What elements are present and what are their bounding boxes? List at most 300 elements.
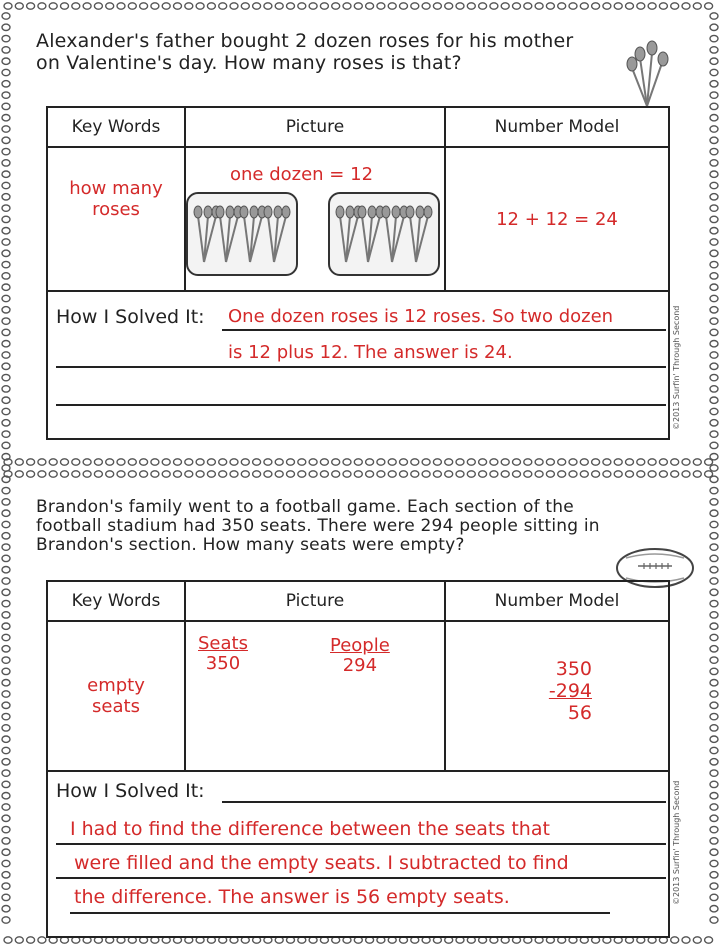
border-dot [117, 471, 125, 477]
border-dot [15, 471, 23, 477]
border-dot [140, 471, 148, 477]
border-dot [106, 3, 114, 9]
p2-number-model [530, 658, 592, 724]
p2-answer-line2: were filled and the empty seats. I subtracted to find [74, 852, 569, 874]
border-dot [241, 3, 249, 9]
border-dot [61, 3, 69, 9]
border-dot [710, 623, 718, 629]
border-dot [710, 341, 718, 347]
border-dot [659, 3, 667, 9]
border-dot [49, 3, 57, 9]
border-dot [2, 374, 10, 380]
border-dot [230, 3, 238, 9]
rose-icon [264, 206, 290, 262]
border-dot [2, 295, 10, 301]
border-dot [710, 352, 718, 358]
border-dot [422, 3, 430, 9]
border-dot [710, 521, 718, 527]
border-dot [524, 471, 532, 477]
border-dot [710, 736, 718, 742]
border-dot [400, 471, 408, 477]
border-dot [140, 3, 148, 9]
border-dot [15, 937, 23, 943]
border-dot [309, 459, 317, 465]
border-dot [710, 702, 718, 708]
border-dot [535, 3, 543, 9]
border-dot [185, 3, 193, 9]
p1-write-line-2 [56, 366, 666, 368]
border-dot [230, 471, 238, 477]
problem2-line2: football stadium had 350 seats. There were 294 people sitting in [36, 516, 600, 536]
border-dot [2, 883, 10, 889]
border-dot [422, 471, 430, 477]
border-dot [2, 81, 10, 87]
border-dot [207, 3, 215, 9]
border-dot [710, 725, 718, 731]
border-dot [710, 906, 718, 912]
border-dot [174, 3, 182, 9]
border-dot [94, 471, 102, 477]
border-dot [128, 3, 136, 9]
border-dot [2, 657, 10, 663]
border-dot [524, 3, 532, 9]
border-dot [388, 3, 396, 9]
border-dot [2, 826, 10, 832]
border-dot [83, 3, 91, 9]
border-dot [546, 459, 554, 465]
border-dot [648, 459, 656, 465]
border-dot [710, 668, 718, 674]
border-dot [219, 471, 227, 477]
border-dot [2, 228, 10, 234]
border-dot [710, 657, 718, 663]
border-dot [400, 3, 408, 9]
p2-people-group [330, 636, 390, 676]
border-dot [648, 3, 656, 9]
border-dot [682, 459, 690, 465]
border-dot [72, 3, 80, 9]
border-dot [637, 471, 645, 477]
border-dot [603, 3, 611, 9]
border-dot [569, 471, 577, 477]
border-dot [710, 815, 718, 821]
border-dot [343, 459, 351, 465]
border-dot [2, 680, 10, 686]
border-dot [275, 3, 283, 9]
border-dot [196, 471, 204, 477]
border-dot [2, 386, 10, 392]
border-dot [230, 459, 238, 465]
border-dot [332, 3, 340, 9]
border-dot [710, 465, 718, 471]
p2-header-keywords: Key Words [47, 581, 185, 621]
border-dot [710, 487, 718, 493]
border-dot [710, 228, 718, 234]
border-dot [366, 3, 374, 9]
border-dot [38, 3, 46, 9]
border-dot [2, 273, 10, 279]
border-dot [433, 459, 441, 465]
border-dot [2, 352, 10, 358]
border-dot [479, 3, 487, 9]
border-dot [422, 459, 430, 465]
border-dot [4, 937, 12, 943]
border-dot [38, 471, 46, 477]
border-dot [2, 725, 10, 731]
p1-copyright: ©2013 Surfin' Through Second [672, 305, 681, 430]
border-dot [710, 849, 718, 855]
border-dot [2, 442, 10, 448]
p2-copyright: ©2013 Surfin' Through Second [672, 780, 681, 905]
border-dot [366, 471, 374, 477]
border-dot [710, 454, 718, 460]
border-dot [343, 3, 351, 9]
border-dot [710, 295, 718, 301]
border-dot [710, 883, 718, 889]
border-dot [693, 471, 701, 477]
rose-icon [240, 206, 266, 262]
border-dot [626, 3, 634, 9]
border-dot [332, 459, 340, 465]
border-dot [2, 499, 10, 505]
p1-number-model-cell [445, 147, 669, 291]
border-dot [2, 397, 10, 403]
problem1-line1: Alexander's father bought 2 dozen roses for his mother [36, 30, 574, 52]
border-dot [61, 471, 69, 477]
border-dot [354, 3, 362, 9]
border-dot [710, 567, 718, 573]
border-dot [411, 459, 419, 465]
border-dot [546, 3, 554, 9]
border-dot [456, 3, 464, 9]
border-dot [388, 471, 396, 477]
border-dot [479, 459, 487, 465]
border-dot [2, 793, 10, 799]
border-dot [15, 459, 23, 465]
border-dot [710, 374, 718, 380]
border-dot [710, 510, 718, 516]
border-dot [569, 459, 577, 465]
border-dot [558, 3, 566, 9]
border-dot [501, 3, 509, 9]
border-dot [592, 459, 600, 465]
border-dot [2, 239, 10, 245]
border-dot [411, 3, 419, 9]
border-dot [2, 194, 10, 200]
border-dot [710, 793, 718, 799]
border-dot [320, 459, 328, 465]
rose-icon [358, 206, 384, 262]
p1-keywords-cell [47, 147, 185, 291]
border-dot [535, 459, 543, 465]
border-dot [580, 3, 588, 9]
p2-answer-line3: the difference. The answer is 56 empty seats. [74, 886, 510, 908]
border-dot [490, 459, 498, 465]
border-dot [710, 600, 718, 606]
border-dot [445, 471, 453, 477]
border-dot [710, 431, 718, 437]
border-dot [388, 459, 396, 465]
border-dot [2, 770, 10, 776]
border-dot [710, 284, 718, 290]
border-dot [253, 471, 261, 477]
border-dot [2, 69, 10, 75]
border-dot [2, 115, 10, 121]
border-dot [2, 103, 10, 109]
border-dot [710, 194, 718, 200]
border-dot [637, 3, 645, 9]
border-dot [377, 471, 385, 477]
border-dot [445, 3, 453, 9]
border-dot [710, 160, 718, 166]
border-dot [501, 459, 509, 465]
border-dot [710, 69, 718, 75]
border-dot [710, 126, 718, 132]
border-dot [2, 533, 10, 539]
border-dot [659, 471, 667, 477]
border-dot [2, 691, 10, 697]
border-dot [2, 92, 10, 98]
border-dot [162, 3, 170, 9]
border-dot [151, 3, 159, 9]
border-dot [2, 487, 10, 493]
border-dot [61, 459, 69, 465]
border-dot [2, 35, 10, 41]
border-dot [710, 680, 718, 686]
border-dot [513, 3, 521, 9]
border-dot [2, 307, 10, 313]
border-dot [710, 307, 718, 313]
border-dot [264, 3, 272, 9]
border-dot [174, 471, 182, 477]
border-dot [693, 459, 701, 465]
border-dot [671, 3, 679, 9]
p2-how-label: How I Solved It: [56, 780, 205, 802]
border-dot [479, 471, 487, 477]
border-dot [467, 3, 475, 9]
border-dot [309, 471, 317, 477]
border-dot [710, 35, 718, 41]
border-dot [2, 182, 10, 188]
border-dot [27, 471, 35, 477]
border-dot [513, 459, 521, 465]
border-dot [433, 3, 441, 9]
border-dot [264, 459, 272, 465]
border-dot [710, 747, 718, 753]
border-dot [592, 3, 600, 9]
border-dot [219, 459, 227, 465]
border-dot [626, 471, 634, 477]
border-dot [196, 3, 204, 9]
border-dot [298, 471, 306, 477]
border-dot [2, 521, 10, 527]
border-dot [38, 459, 46, 465]
problem1-text [36, 30, 666, 74]
border-dot [49, 459, 57, 465]
border-dot [2, 589, 10, 595]
border-dot [174, 459, 182, 465]
border-dot [710, 115, 718, 121]
border-dot [705, 937, 713, 943]
border-dot [2, 860, 10, 866]
p2-nm-sub: -294 [548, 680, 592, 702]
border-dot [2, 623, 10, 629]
border-dot [2, 815, 10, 821]
border-dot [2, 284, 10, 290]
border-dot [524, 459, 532, 465]
border-dot [710, 318, 718, 324]
border-dot [614, 459, 622, 465]
border-dot [2, 420, 10, 426]
border-dot [2, 646, 10, 652]
border-dot [117, 459, 125, 465]
roses-icon-group [186, 192, 438, 276]
border-dot [710, 205, 718, 211]
border-dot [710, 420, 718, 426]
border-dot [2, 804, 10, 810]
border-dot [207, 471, 215, 477]
border-dot [2, 510, 10, 516]
border-dot [603, 471, 611, 477]
border-dot [682, 3, 690, 9]
border-dot [298, 3, 306, 9]
border-dot [72, 471, 80, 477]
border-dot [637, 459, 645, 465]
border-dot [558, 459, 566, 465]
border-dot [2, 148, 10, 154]
border-dot [219, 3, 227, 9]
border-dot [614, 3, 622, 9]
border-dot [671, 937, 679, 943]
border-dot [2, 600, 10, 606]
border-dot [682, 471, 690, 477]
p2-header-picture: Picture [185, 581, 445, 621]
p2-seats-value: 350 [205, 653, 241, 674]
border-dot [710, 804, 718, 810]
border-dot [27, 937, 35, 943]
border-dot [2, 126, 10, 132]
border-dot [659, 459, 667, 465]
p2-keyword-2: seats [92, 696, 140, 717]
p1-keyword-1: how many [69, 178, 163, 199]
border-dot [2, 781, 10, 787]
border-dot [710, 171, 718, 177]
border-dot [343, 471, 351, 477]
border-dot [710, 261, 718, 267]
border-dot [671, 471, 679, 477]
border-dot [332, 471, 340, 477]
border-dot [2, 747, 10, 753]
border-dot [2, 160, 10, 166]
border-dot [2, 634, 10, 640]
border-dot [2, 431, 10, 437]
border-dot [2, 341, 10, 347]
p1-header-number-model: Number Model [445, 107, 669, 147]
border-dot [710, 329, 718, 335]
border-dot [710, 691, 718, 697]
border-dot [151, 459, 159, 465]
border-dot [264, 471, 272, 477]
border-dot [501, 471, 509, 477]
border-dot [185, 471, 193, 477]
border-dot [710, 872, 718, 878]
border-dot [2, 702, 10, 708]
border-dot [710, 239, 718, 245]
border-dot [2, 363, 10, 369]
border-dot [710, 182, 718, 188]
border-dot [2, 329, 10, 335]
border-dot [309, 3, 317, 9]
border-dot [580, 459, 588, 465]
border-dot [2, 171, 10, 177]
border-dot [106, 471, 114, 477]
border-dot [2, 906, 10, 912]
border-dot [241, 471, 249, 477]
p1-write-line-3 [56, 404, 666, 406]
border-dot [15, 3, 23, 9]
border-dot [2, 137, 10, 143]
border-dot [710, 81, 718, 87]
border-dot [49, 471, 57, 477]
border-dot [94, 459, 102, 465]
border-dot [603, 459, 611, 465]
border-dot [253, 459, 261, 465]
border-dot [2, 465, 10, 471]
border-dot [710, 894, 718, 900]
border-dot [83, 459, 91, 465]
p2-seats-label: Seats [198, 633, 248, 654]
border-dot [27, 459, 35, 465]
p1-answer-line2: is 12 plus 12. The answer is 24. [228, 342, 513, 363]
border-dot [546, 471, 554, 477]
border-dot [710, 533, 718, 539]
border-dot [710, 13, 718, 19]
border-dot [38, 937, 46, 943]
border-dot [4, 3, 12, 9]
p2-keyword-1: empty [87, 675, 145, 696]
border-dot [162, 471, 170, 477]
p2-nm-result: 56 [567, 702, 592, 724]
border-dot [710, 759, 718, 765]
border-dot [354, 471, 362, 477]
border-dot [710, 442, 718, 448]
border-dot [2, 736, 10, 742]
border-dot [648, 471, 656, 477]
p2-keywords-cell [47, 621, 185, 771]
p1-header-keywords: Key Words [47, 107, 185, 147]
border-dot [128, 459, 136, 465]
border-dot [2, 13, 10, 19]
p2-seats-group [198, 634, 248, 674]
border-dot [2, 578, 10, 584]
border-dot [320, 471, 328, 477]
border-dot [2, 872, 10, 878]
border-dot [490, 471, 498, 477]
border-dot [705, 3, 713, 9]
border-dot [456, 459, 464, 465]
border-dot [693, 3, 701, 9]
border-dot [710, 713, 718, 719]
border-dot [433, 471, 441, 477]
border-dot [710, 646, 718, 652]
border-dot [626, 459, 634, 465]
border-dot [411, 471, 419, 477]
border-dot [710, 103, 718, 109]
border-dot [275, 471, 283, 477]
problem1-line2: on Valentine's day. How many roses is that? [36, 52, 462, 74]
border-dot [710, 770, 718, 776]
border-dot [710, 58, 718, 64]
